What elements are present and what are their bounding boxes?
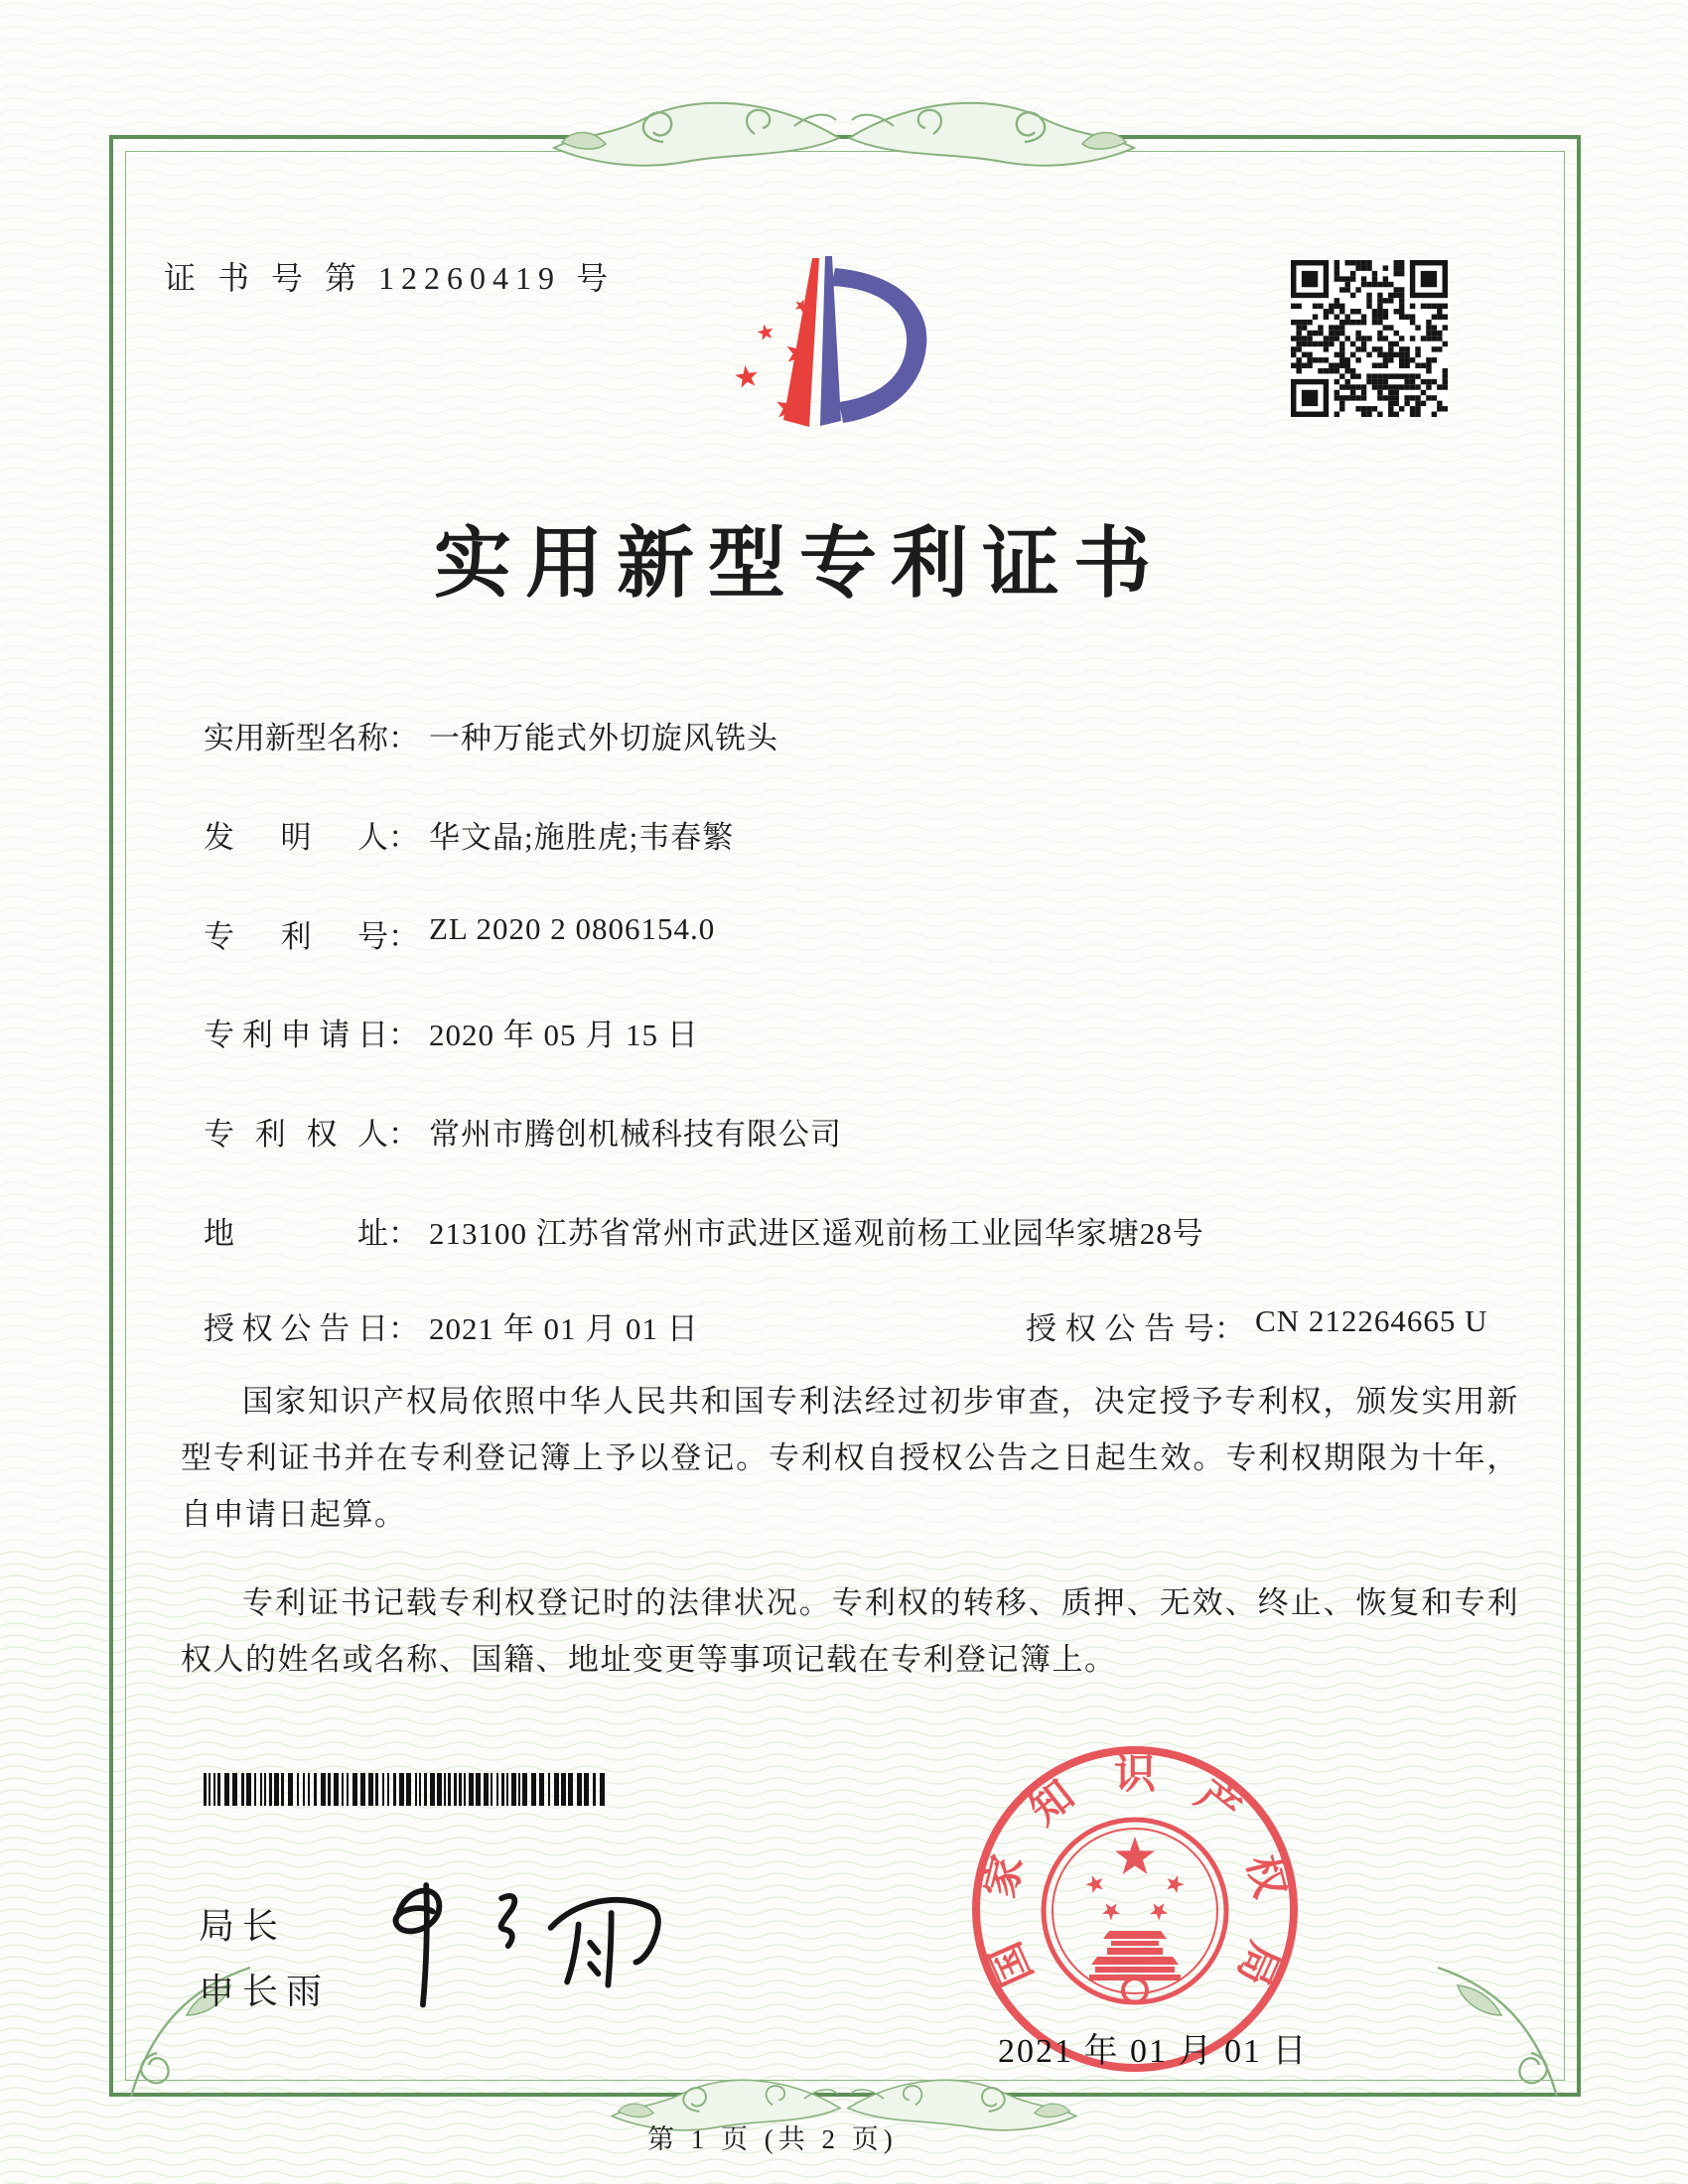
qr-code [1291, 260, 1448, 417]
field-grant-no [1026, 1303, 1487, 1348]
certificate-number: 证 书 号 第 12260419 号 [164, 260, 616, 296]
director-name: 申长雨 [199, 1971, 331, 2011]
field-colon: ： [388, 1018, 419, 1052]
field-label: 专利权人 [204, 1117, 388, 1152]
svg-text:局: 局 [1227, 1935, 1287, 1992]
field-value: 213100 江苏省常州市武进区遥观前杨工业园华家塘28号 [429, 1216, 1204, 1251]
field-label: 地址 [204, 1216, 388, 1251]
field-colon: ： [388, 820, 419, 855]
legal-paragraph-1: 国家知识产权局依照中华人民共和国专利法经过初步审查，决定授予专利权，颁发实用新型专利证书并在专利登记簿上予以登记。专利权自授权公告之日起生效。专利权期限为十年，自申请日起算。 [181, 1384, 1519, 1532]
field-label: 发明人 [204, 820, 388, 855]
field-row-inventors [204, 812, 734, 857]
certificate-title: 实用新型专利证书 [433, 520, 1166, 607]
director-signature [348, 1854, 675, 2033]
svg-text:知: 知 [1022, 1772, 1083, 1835]
svg-text:识: 识 [1113, 1752, 1157, 1798]
field-row-address [204, 1208, 1204, 1253]
field-colon: ： [388, 721, 419, 755]
seal-date: 2021 年 01 月 01 日 [998, 2033, 1309, 2070]
field-value: 2020 年 05 月 15 日 [429, 1018, 699, 1052]
field-label: 授权公告号 [1026, 1311, 1214, 1346]
field-colon: ： [388, 1117, 419, 1152]
field-value: 华文晶;施胜虎;韦春繁 [429, 820, 735, 855]
seal-emblem [1044, 1820, 1226, 2002]
legal-text [181, 1373, 1519, 1688]
field-value: 2021 年 01 月 01 日 [429, 1311, 699, 1346]
cnipa-logo [690, 246, 938, 445]
seal-ring-text [977, 1751, 1294, 1991]
svg-text:家: 家 [977, 1850, 1033, 1903]
field-label: 实用新型名称 [204, 721, 388, 755]
field-label: 授权公告日 [204, 1311, 388, 1346]
field-row-name [204, 713, 778, 757]
field-value: CN 212264665 U [1255, 1303, 1488, 1338]
field-value: ZL 2020 2 0806154.0 [429, 911, 716, 946]
field-colon: ： [388, 919, 419, 954]
director-title: 局长 [199, 1905, 287, 1946]
field-label: 专利申请日 [204, 1018, 388, 1052]
barcode [204, 1773, 609, 1806]
field-value: 一种万能式外切旋风铣头 [429, 721, 778, 755]
field-row-grant [204, 1303, 1488, 1348]
bottom-right-corner-ornament [1428, 1958, 1577, 2107]
field-colon: ： [388, 1216, 419, 1251]
svg-text:产: 产 [1187, 1772, 1248, 1835]
field-colon: ： [388, 1311, 419, 1346]
field-value: 常州市腾创机械科技有限公司 [429, 1117, 842, 1152]
field-row-filing-date [204, 1010, 699, 1054]
field-row-patent-no [204, 911, 715, 956]
field-colon: ： [1214, 1311, 1245, 1346]
svg-text:权: 权 [1237, 1850, 1293, 1903]
legal-paragraph-2: 专利证书记载专利权登记时的法律状况。专利权的转移、质押、无效、终止、恢复和专利权人的姓名或名称、国籍、地址变更等事项记载在专利登记簿上。 [181, 1585, 1519, 1677]
svg-text:国: 国 [983, 1935, 1043, 1992]
field-label: 专利号 [204, 919, 388, 954]
top-ornament [546, 81, 1142, 191]
field-row-patentee [204, 1109, 842, 1154]
page-number: 第 1 页 (共 2 页) [647, 2124, 898, 2154]
